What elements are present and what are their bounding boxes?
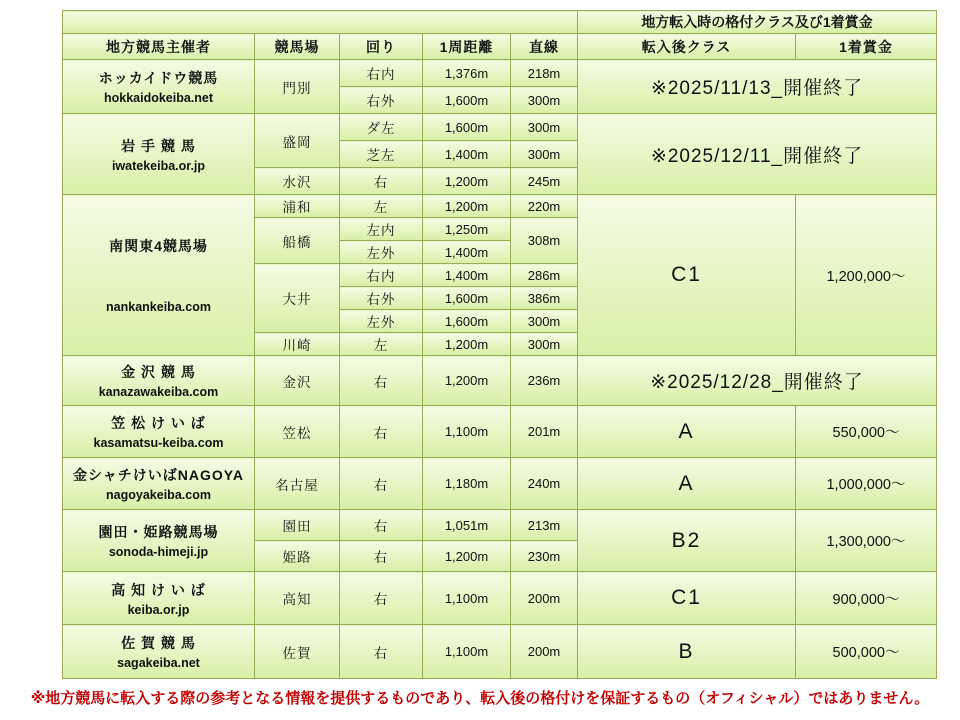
cell-prize: 1,300,000～ bbox=[796, 510, 937, 572]
organizer-name: 佐 賀 競 馬 bbox=[121, 635, 196, 651]
cell-straight: 386m bbox=[511, 287, 578, 310]
table-header-top-row bbox=[63, 11, 937, 34]
cell-straight: 300m bbox=[511, 333, 578, 356]
cell-note: ※2025/11/13_開催終了 bbox=[578, 60, 937, 114]
organizer-name: 笠 松 け い ば bbox=[111, 415, 206, 431]
footer-disclaimer: ※地方競馬に転入する際の参考となる情報を提供するものであり、転入後の格付けを保証するもの（オフィシャル）ではありません。 bbox=[30, 690, 930, 707]
table-row bbox=[63, 195, 937, 218]
organizer-url: sonoda-himeji.jp bbox=[108, 545, 209, 559]
organizer-block bbox=[65, 633, 252, 670]
cell-dist: 1,600m bbox=[423, 114, 511, 141]
table-row bbox=[63, 510, 937, 541]
cell-course: 大井 bbox=[255, 264, 340, 333]
table-row bbox=[63, 406, 937, 458]
cell-org bbox=[63, 60, 255, 114]
cell-org bbox=[63, 195, 255, 356]
cell-course: 金沢 bbox=[255, 356, 340, 406]
cell-course: 水沢 bbox=[255, 168, 340, 195]
cell-straight: 300m bbox=[511, 87, 578, 114]
cell-straight: 236m bbox=[511, 356, 578, 406]
cell-class: C1 bbox=[578, 195, 796, 356]
cell-dist: 1,200m bbox=[423, 541, 511, 572]
cell-turn: 左外 bbox=[340, 310, 423, 333]
cell-class: B2 bbox=[578, 510, 796, 572]
organizer-block bbox=[65, 580, 252, 617]
cell-turn: 左外 bbox=[340, 241, 423, 264]
cell-org bbox=[63, 625, 255, 679]
cell-course: 盛岡 bbox=[255, 114, 340, 168]
organizer-url: sagakeiba.net bbox=[117, 656, 200, 670]
cell-straight: 308m bbox=[511, 218, 578, 264]
cell-dist: 1,100m bbox=[423, 572, 511, 625]
cell-dist: 1,100m bbox=[423, 625, 511, 679]
cell-org bbox=[63, 406, 255, 458]
table-row bbox=[63, 356, 937, 406]
organizer-block bbox=[65, 136, 252, 173]
cell-straight: 240m bbox=[511, 458, 578, 510]
cell-turn: 左 bbox=[340, 333, 423, 356]
organizer-url: hokkaidokeiba.net bbox=[103, 91, 214, 105]
organizer-url: nagoyakeiba.com bbox=[106, 488, 211, 502]
table-row bbox=[63, 458, 937, 510]
cell-turn: 左内 bbox=[340, 218, 423, 241]
organizer-block bbox=[65, 413, 252, 450]
cell-dist: 1,400m bbox=[423, 141, 511, 168]
cell-turn: 右内 bbox=[340, 60, 423, 87]
cell-turn: 右 bbox=[340, 406, 423, 458]
cell-turn: 右 bbox=[340, 572, 423, 625]
cell-turn: 右 bbox=[340, 625, 423, 679]
organizer-name: 金 沢 競 馬 bbox=[121, 364, 196, 380]
cell-turn: 左 bbox=[340, 195, 423, 218]
organizer-block bbox=[65, 236, 252, 314]
cell-class: A bbox=[578, 406, 796, 458]
organizer-block bbox=[65, 362, 252, 399]
table-body bbox=[63, 60, 937, 679]
cell-dist: 1,600m bbox=[423, 310, 511, 333]
organizer-url: keiba.or.jp bbox=[127, 602, 190, 617]
organizer-url: kasamatsu-keiba.com bbox=[93, 436, 224, 450]
cell-course: 川崎 bbox=[255, 333, 340, 356]
cell-dist: 1,200m bbox=[423, 195, 511, 218]
cell-dist: 1,200m bbox=[423, 168, 511, 195]
organizer-block bbox=[65, 465, 252, 502]
organizer-name: ホッカイドウ競馬 bbox=[98, 70, 219, 86]
organizer-url: iwatekeiba.or.jp bbox=[111, 158, 206, 173]
cell-turn: ダ左 bbox=[340, 114, 423, 141]
organizer-name: 金シャチけいばNAGOYA bbox=[73, 467, 244, 483]
cell-course: 園田 bbox=[255, 510, 340, 541]
organizer-block bbox=[65, 68, 252, 105]
cell-course: 浦和 bbox=[255, 195, 340, 218]
grading-table bbox=[62, 10, 937, 679]
cell-turn: 右 bbox=[340, 458, 423, 510]
column-header-racecourse: 競馬場 bbox=[255, 34, 340, 60]
cell-prize: 1,200,000～ bbox=[796, 195, 937, 356]
cell-turn: 右内 bbox=[340, 264, 423, 287]
cell-straight: 286m bbox=[511, 264, 578, 287]
organizer-name: 高 知 け い ば bbox=[111, 581, 206, 598]
cell-dist: 1,250m bbox=[423, 218, 511, 241]
cell-straight: 300m bbox=[511, 141, 578, 168]
cell-course: 門別 bbox=[255, 60, 340, 114]
table-row bbox=[63, 625, 937, 679]
column-header-turn: 回り bbox=[340, 34, 423, 60]
cell-course: 高知 bbox=[255, 572, 340, 625]
column-header-class-after-transfer: 転入後クラス bbox=[578, 34, 796, 60]
empty-header-cell bbox=[63, 11, 578, 34]
cell-turn: 右 bbox=[340, 356, 423, 406]
cell-straight: 300m bbox=[511, 310, 578, 333]
cell-turn: 右外 bbox=[340, 87, 423, 114]
cell-course: 姫路 bbox=[255, 541, 340, 572]
column-header-straight: 直線 bbox=[511, 34, 578, 60]
cell-turn: 右 bbox=[340, 541, 423, 572]
cell-class: A bbox=[578, 458, 796, 510]
table-row bbox=[63, 572, 937, 625]
cell-straight: 213m bbox=[511, 510, 578, 541]
cell-dist: 1,400m bbox=[423, 241, 511, 264]
cell-prize: 1,000,000～ bbox=[796, 458, 937, 510]
cell-org bbox=[63, 572, 255, 625]
cell-dist: 1,600m bbox=[423, 287, 511, 310]
table-row bbox=[63, 114, 937, 141]
cell-note: ※2025/12/11_開催終了 bbox=[578, 114, 937, 195]
cell-dist: 1,051m bbox=[423, 510, 511, 541]
column-header-first-prize: 1着賞金 bbox=[796, 34, 937, 60]
cell-turn: 右 bbox=[340, 168, 423, 195]
organizer-block bbox=[65, 522, 252, 559]
cell-straight: 201m bbox=[511, 406, 578, 458]
organizer-url: nankankeiba.com bbox=[106, 300, 211, 314]
cell-prize: 500,000～ bbox=[796, 625, 937, 679]
cell-straight: 200m bbox=[511, 572, 578, 625]
cell-dist: 1,200m bbox=[423, 333, 511, 356]
organizer-url: kanazawakeiba.com bbox=[98, 385, 219, 399]
organizer-name: 南関東4競馬場 bbox=[109, 238, 208, 254]
cell-prize: 550,000～ bbox=[796, 406, 937, 458]
table-header-row bbox=[63, 34, 937, 60]
cell-dist: 1,100m bbox=[423, 406, 511, 458]
cell-course: 佐賀 bbox=[255, 625, 340, 679]
cell-course: 名古屋 bbox=[255, 458, 340, 510]
cell-dist: 1,376m bbox=[423, 60, 511, 87]
cell-dist: 1,200m bbox=[423, 356, 511, 406]
cell-org bbox=[63, 510, 255, 572]
cell-straight: 218m bbox=[511, 60, 578, 87]
cell-straight: 220m bbox=[511, 195, 578, 218]
organizer-name: 岩 手 競 馬 bbox=[121, 137, 196, 154]
cell-org bbox=[63, 458, 255, 510]
cell-straight: 300m bbox=[511, 114, 578, 141]
cell-straight: 245m bbox=[511, 168, 578, 195]
organizer-name: 園田・姫路競馬場 bbox=[98, 524, 219, 540]
cell-turn: 右外 bbox=[340, 287, 423, 310]
cell-note: ※2025/12/28_開催終了 bbox=[578, 356, 937, 406]
cell-straight: 200m bbox=[511, 625, 578, 679]
cell-straight: 230m bbox=[511, 541, 578, 572]
cell-prize: 900,000～ bbox=[796, 572, 937, 625]
cell-org bbox=[63, 356, 255, 406]
table-row bbox=[63, 60, 937, 87]
cell-turn: 右 bbox=[340, 510, 423, 541]
cell-turn: 芝左 bbox=[340, 141, 423, 168]
cell-course: 笠松 bbox=[255, 406, 340, 458]
merged-header-title: 地方転入時の格付クラス及び1着賞金 bbox=[578, 11, 937, 34]
cell-class: C1 bbox=[578, 572, 796, 625]
cell-dist: 1,600m bbox=[423, 87, 511, 114]
column-header-organizer: 地方競馬主催者 bbox=[63, 34, 255, 60]
cell-class: B bbox=[578, 625, 796, 679]
cell-dist: 1,400m bbox=[423, 264, 511, 287]
cell-course: 船橋 bbox=[255, 218, 340, 264]
cell-org bbox=[63, 114, 255, 195]
column-header-lap-distance: 1周距離 bbox=[423, 34, 511, 60]
cell-dist: 1,180m bbox=[423, 458, 511, 510]
